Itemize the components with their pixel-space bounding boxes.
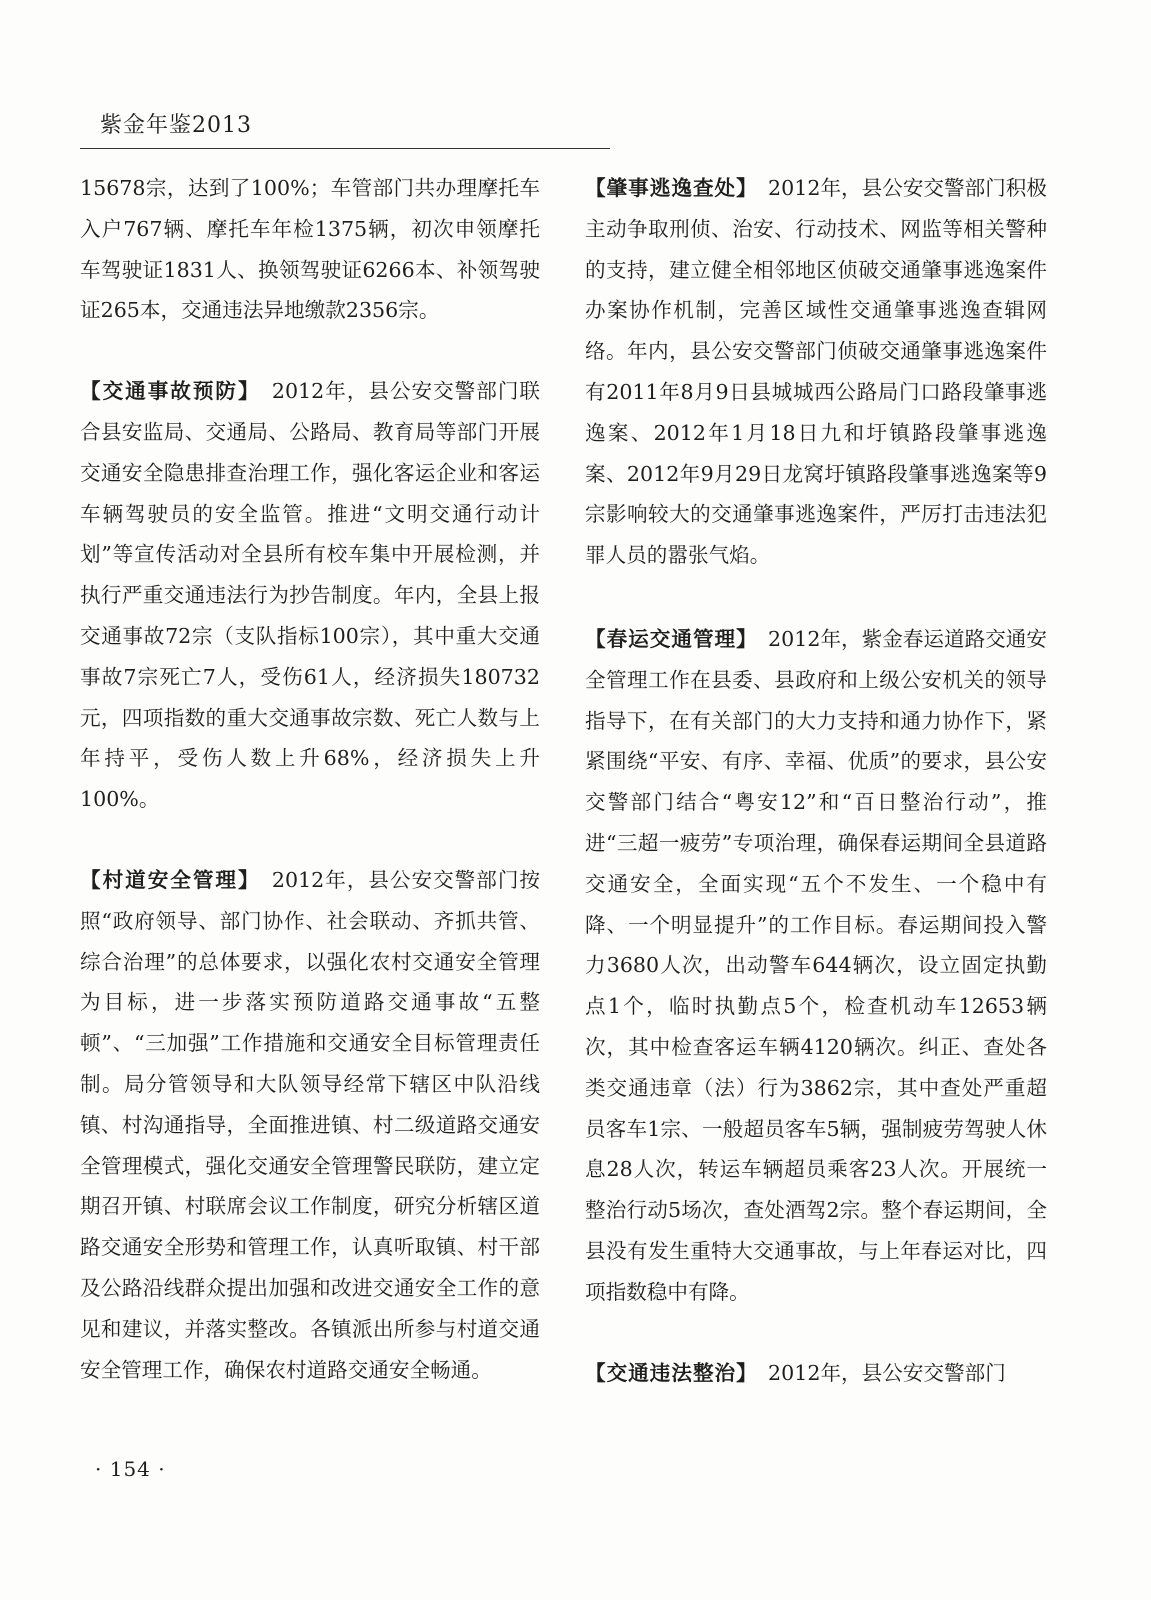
section-traffic-violation-enforcement <box>585 1353 1047 1394</box>
continuation-paragraph: 15678宗，达到了100%；车管部门共办理摩托车入户767辆、摩托车年检1375辆，初次申领摩托车驾驶证1831人、换领驾驶证6266本、补领驾驶证265本，交通违法异地缴款2356宗。 <box>80 176 540 323</box>
left-column <box>80 168 540 1390</box>
section-body: 2012年，县公安交警部门积极主动争取刑侦、治安、行动技术、网监等相关警种的支持，建立健全相邻地区侦破交通肇事逃逸案件办案协作机制，完善区域性交通肇事逃逸查辑网络。年内，县公安交警部门侦破交通肇事逃逸案件有2011年8月9日县城城西公路局门口路段肇事逃逸案、2012年1月18日九和圩镇路段肇事逃逸案、2012年9月29日龙窝圩镇路段肇事逃逸案等9宗影响较大的交通肇事逃逸案件，严厉打击违法犯罪人员的嚣张气焰。 <box>585 176 1047 568</box>
section-body: 2012年，县公安交警部门按照“政府领导、部门协作、社会联动、齐抓共管、综合治理”的总体要求，以强化农村交通安全管理为目标，进一步落实预防道路交通事故“五整顿”、“三加强”工作措施和交通安全目标管理责任制。局分管领导和大队领导经常下辖区中队沿线镇、村沟通指导，全面推进镇、村二级道路交通安全管理模式，强化交通安全管理警民联防，建立定期召开镇、村联席会议工作制度，研究分析辖区道路交通安全形势和管理工作，认真听取镇、村干部及公路沿线群众提出加强和改进交通安全工作的意见和建议，并落实整改。各镇派出所参与村道交通安全管理工作，确保农村道路交通安全畅通。 <box>80 867 540 1382</box>
section-hit-and-run <box>585 168 1047 576</box>
page-number: · 154 · <box>95 1457 166 1481</box>
section-traffic-accident-prevention <box>80 371 540 820</box>
section-body: 2012年，紫金春运道路交通安全管理工作在县委、县政府和上级公安机关的领导指导下，在有关部门的大力支持和通力协作下，紧紧围绕“平安、有序、幸福、优质”的要求，县公安交警部门结合“粤安12”和“百日整治行动”，推进“三超一疲劳”专项治理，确保春运期间全县道路交通安全，全面实现“五个不发生、一个稳中有降、一个明显提升”的工作目标。春运期间投入警力3680人次，出动警车644辆次，设立固定执勤点1个，临时执勤点5个，检查机动车12653辆次，其中检查客运车辆4120辆次。纠正、查处各类交通违章（法）行为3862宗，其中查处严重超员客车1宗、一般超员客车5辆，强制疲劳驾驶人休息28人次，转运车辆超员乘客23人次。开展统一整治行动5场次，查处酒驾2宗。整个春运期间，全县没有发生重特大交通事故，与上年春运对比，四项指数稳中有降。 <box>585 626 1047 1304</box>
section-title: 【交通事故预防】 <box>80 379 251 404</box>
section-title: 【春运交通管理】 <box>585 626 748 651</box>
section-body: 2012年，县公安交警部门联合县安监局、交通局、公路局、教育局等部门开展交通安全隐患排查治理工作，强化客运企业和客运车辆驾驶员的安全监管。推进“文明交通行动计划”等宣传活动对全县所有校车集中开展检测，并执行严重交通违法行为抄告制度。年内，全县上报交通事故72宗（支队指标100宗），其中重大交通事故7宗死亡7人，受伤61人，经济损失180732元，四项指数的重大交通事故宗数、死亡人数与上年持平，受伤人数上升68%，经济损失上升100%。 <box>80 379 540 812</box>
section-spring-festival-traffic <box>585 619 1047 1313</box>
header-rule <box>80 148 610 149</box>
section-title: 【交通违法整治】 <box>585 1360 748 1385</box>
running-title: 紫金年鉴2013 <box>100 113 252 138</box>
section-title: 【肇事逃逸查处】 <box>585 176 748 200</box>
section-body: 2012年，县公安交警部门 <box>768 1360 1006 1385</box>
section-title: 【村道安全管理】 <box>80 867 251 892</box>
right-column <box>585 168 1047 1393</box>
section-village-road-safety <box>80 860 540 1390</box>
